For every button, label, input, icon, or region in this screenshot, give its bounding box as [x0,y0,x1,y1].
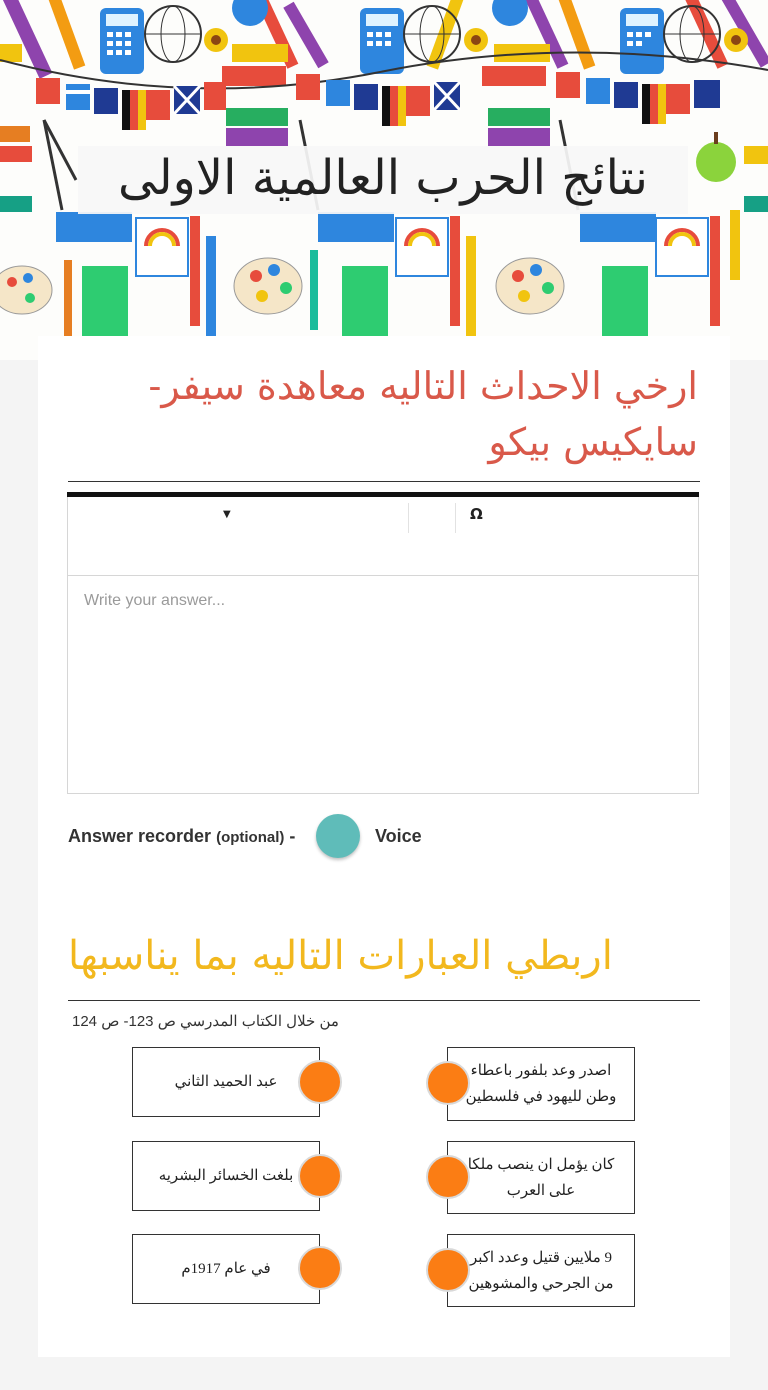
caret-down-icon: ▼ [223,509,231,520]
toolbar-divider [408,503,409,533]
recorder-optional: (optional) [216,829,285,846]
answer-textarea[interactable]: Write your answer... [84,592,226,609]
editor-toolbar [68,497,698,576]
question-2-divider [68,1000,700,1001]
answer-recorder [68,812,568,860]
voice-label: Voice [375,826,422,846]
page-title: نتائج الحرب العالمية الاولى [117,150,649,206]
match-right-connector[interactable] [426,1155,470,1199]
toolbar-divider [455,503,456,533]
header-banner [0,0,768,360]
match-right-connector[interactable] [426,1248,470,1292]
match-left-connector[interactable] [298,1246,342,1290]
match-left-connector[interactable] [298,1154,342,1198]
question-1-title: ارخي الاحداث التاليه معاهدة سيفر- سايكيس بيكو [148,364,698,464]
recorder-label: Answer recorder (optional) - [68,826,296,846]
match-right-item[interactable]: كان يؤمل ان ينصب ملكا على العرب [447,1141,635,1214]
special-character-button[interactable]: Ω [470,505,483,523]
match-right-item[interactable]: 9 ملايين قتيل وعدد اكبر من الجرحي والمشوهين [447,1234,635,1307]
match-left-item[interactable]: في عام 1917م [132,1234,320,1304]
recorder-dash: - [289,826,296,846]
question-2-title: اربطي العبارات التاليه بما يناسبها [68,933,613,979]
page-title-box [78,146,688,214]
worksheet-card [38,336,730,1357]
question-2-subtitle: من خلال الكتاب المدرسي ص 123- ص 124 [72,1013,339,1030]
match-right-item[interactable]: اصدر وعد بلفور باعطاء وطن لليهود في فلسطين [447,1047,635,1121]
match-left-connector[interactable] [298,1060,342,1104]
rich-text-editor [67,492,699,794]
match-left-item[interactable]: عبد الحميد الثاني [132,1047,320,1117]
question-1-divider [68,481,700,482]
match-right-connector[interactable] [426,1061,470,1105]
record-voice-button[interactable] [316,814,360,858]
format-dropdown[interactable] [68,499,408,533]
match-left-item[interactable]: بلغت الخسائر البشريه [132,1141,320,1211]
